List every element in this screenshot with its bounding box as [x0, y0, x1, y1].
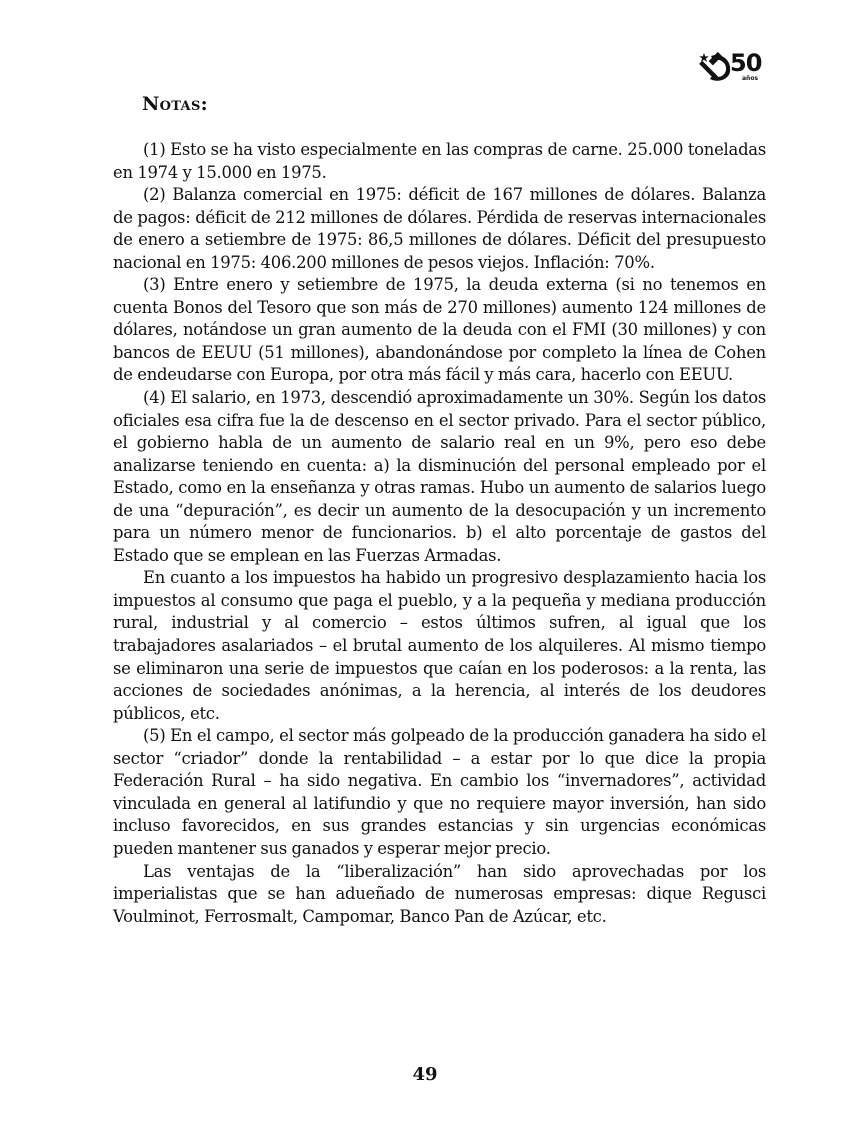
note-paragraph: Las ventajas de la “liberalización” han sido aprovechadas por los imperialistas que se han adueñado de numerosas empresas: dique Regusci Voulminot, Ferrosmalt, Campomar, Banco Pan de Azúcar, etc.: [113, 861, 766, 926]
note-paragraph: (4) El salario, en 1973, descendió aproximadamente un 30%. Según los datos oficiales esa cifra fue la de descenso en el sector privado. Para el sector público, el gobierno habla de un aumento de salario real en un 9%, pero eso debe analizarse teniendo en cuenta: a) la disminución del personal empleado por el Estado, como en la enseñanza y otras ramas. Hubo un aumento de salarios luego de una “depuración”, es decir un aumento de la desocupación y un incremento para un número menor de funcionarios. b) el alto porcentaje de gastos del Estado que se emplean en las Fuerzas Armadas.: [113, 388, 766, 565]
notes-body: [113, 139, 766, 928]
note-paragraph: En cuanto a los impuestos ha habido un progresivo desplazamiento hacia los impuestos al consumo que paga el pueblo, y a la pequeña y mediana producción rural, industrial y al comercio – estos últimos sufren, al igual que los trabajadores asalariados – el brutal aumento de los alquileres. Al mismo tiempo se eliminaron una serie de impuestos que caían en los poderosos: a la renta, las acciones de sociedades anónimas, a la herencia, al interés de los deudores públicos, etc.: [113, 568, 766, 723]
hammer-sickle-star-icon: [699, 50, 733, 84]
notes-heading: Notas:: [142, 93, 208, 115]
note-paragraph: (2) Balanza comercial en 1975: déficit de 167 millones de dólares. Balanza de pagos: déficit de 212 millones de dólares. Pérdida de reservas internacionales de enero a setiembre de 1975: 86,5 millones de dólares. Déficit del presupuesto nacional en 1975: 406.200 millones de pesos viejos. Inflación: 70%.: [113, 185, 766, 272]
page-number: 49: [412, 1064, 438, 1085]
note-paragraph: (3) Entre enero y setiembre de 1975, la deuda externa (si no tenemos en cuenta Bonos del Tesoro que son más de 270 millones) aumento 124 millones de dólares, notándose un gran aumento de la deuda con el FMI (30 millones) y con bancos de EEUU (51 millones), abandonándose por completo la línea de Cohen de endeudarse con Europa, por otra más fácil y más cara, hacerlo con EEUU.: [113, 275, 766, 385]
anniversary-logo: [699, 50, 771, 98]
note-paragraph: (5) En el campo, el sector más golpeado de la producción ganadera ha sido el sector “criador” donde la rentabilidad – a estar por lo que dice la propia Federación Rural – ha sido negativa. En cambio los “invernadores”, actividad vinculada en general al latifundio y que no requiere mayor inversión, han sido incluso favorecidos, en sus grandes estancias y sin urgencias económicas pueden mantener sus ganados y esperar mejor precio.: [113, 726, 766, 858]
logo-subtext: años: [742, 75, 759, 82]
logo-number: 50: [730, 49, 762, 77]
note-paragraph: (1) Esto se ha visto especialmente en las compras de carne. 25.000 toneladas en 1974 y 15.000 en 1975.: [113, 140, 766, 182]
